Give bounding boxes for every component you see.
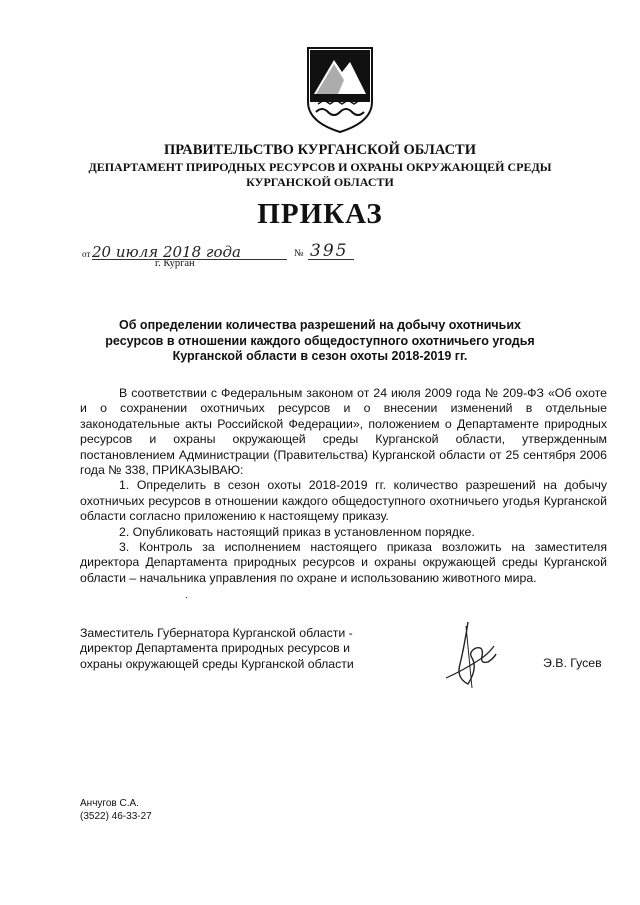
- executor-name: Анчугов С.А.: [80, 798, 139, 809]
- order-item-3: 3. Контроль за исполнением настоящего приказа возложить на заместителя директора Департамента природных ресурсов и охраны окружающей среды Курганской области – начальника управления по охране и использованию животного мира.: [80, 540, 607, 585]
- signatory-title-line3: охраны окружающей среды Курганской области: [80, 656, 354, 671]
- date-number-row: [82, 243, 382, 263]
- signatory-title: [80, 626, 354, 672]
- stray-dot: .: [185, 590, 188, 601]
- signatory-title-line2: директор Департамента природных ресурсов и: [80, 641, 350, 656]
- government-title: ПРАВИТЕЛЬСТВО КУРГАНСКОЙ ОБЛАСТИ: [163, 142, 476, 158]
- kurgan-coat-of-arms-icon: [304, 42, 376, 134]
- handwritten-number: 395: [310, 241, 349, 261]
- number-sign: №: [294, 248, 304, 259]
- department-title-line1: ДЕПАРТАМЕНТ ПРИРОДНЫХ РЕСУРСОВ И ОХРАНЫ ОКРУЖАЮЩЕЙ СРЕДЫ: [88, 160, 552, 174]
- preamble-paragraph: В соответствии с Федеральным законом от 24 июля 2009 года № 209-ФЗ «Об охоте и о сохранении охотничьих ресурсов и о внесении изменений в отдельные законодательные акты Российской Федерации», положением о Департаменте природных ресурсов и охраны окружающей среды Курганской области, утвержденным постановлением Администрации (Правительства) Курганской области от 25 сентября 2006 года № 338, ПРИКАЗЫВАЮ:: [80, 386, 607, 478]
- order-body: [80, 386, 607, 586]
- department-title-line2: КУРГАНСКОЙ ОБЛАСТИ: [246, 175, 394, 189]
- city-label: г. Курган: [155, 258, 195, 269]
- order-item-1: 1. Определить в сезон охоты 2018-2019 гг. количество разрешений на добычу охотничьих ресурсов в отношении каждого общедоступного охотничьего угодья Курганской области согласно приложению к настоящему приказу.: [80, 478, 607, 524]
- handwritten-date: 20 июля 2018 года: [92, 243, 241, 261]
- date-prefix: от: [82, 249, 91, 259]
- signatory-title-line1: Заместитель Губернатора Курганской области -: [80, 626, 353, 640]
- document-type-heading: ПРИКАЗ: [257, 198, 383, 230]
- executor-phone: (3522) 46-33-27: [80, 810, 152, 822]
- order-item-2: 2. Опубликовать настоящий приказ в установленном порядке.: [119, 524, 475, 539]
- number-underline: [308, 259, 354, 260]
- order-subject: Об определении количества разрешений на добычу охотничьих ресурсов в отношении каждого общедоступного охотничьего угодья Курганской области в сезон охоты 2018-2019 гг.: [105, 318, 535, 363]
- executor-info: [80, 798, 152, 823]
- signatory-name: Э.В. Гусев: [543, 656, 602, 670]
- signature-icon: [438, 618, 502, 690]
